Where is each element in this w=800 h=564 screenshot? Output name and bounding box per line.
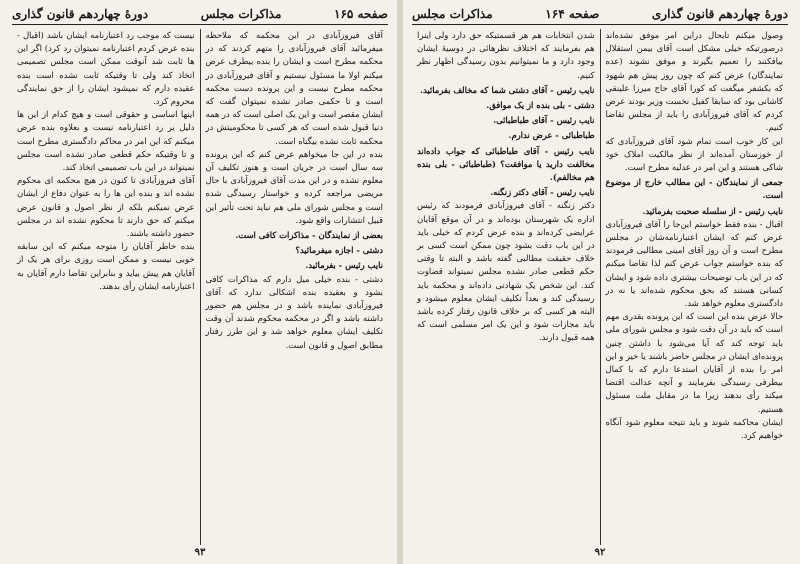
left-page-session: دورهٔ چهاردهم قانون گذاری [12,7,149,21]
paragraph: دکتر زنگنه - آقای فیروزآبادی فرمودند که رئیس اداره یک شهرستان بوده‌اند و در آن موقع آقایان عرایضی کرده‌اند و بنده عرض کردم که خیلی باید در این باب دقت بشود چون ممکن است کسی بر خلاف حقیقت مطالبی گفته باشد و البته تا وقتی حکم قطعی صادر نشده مجلس نمیتواند قضاوت کند. این شخص یک شهادتی داده‌اند و محکمه باید رسیدگی کند و بعداً تکلیف ایشان معلوم میشود و البته هر کسی که بر خلاف قانون رفتار کرده باشد باید مجازات شود و این یک امر مسلمی است که همه قبول دارند. [417,200,595,343]
column-divider [200,29,201,545]
left-page-label: صفحه ۱۶۵ [334,7,388,21]
column-divider [600,29,601,545]
left-page-title: مذاکرات مجلس [200,7,282,21]
paragraph: حالا عرض بنده این است که این پرونده بقدری مهم است که باید در آن دقت شود و مجلس شورای ملی باید توجه کند که آیا می‌شود با داشتن چنین پرونده‌ای ایشان در مجلس حاضر باشند یا خیر و این امر را بنده از آقایان استدعا دارم که با کمال بیطرفی رسیدگی بفرمایند و آنچه عدالت اقتضا میکند رأی بدهند زیرا ما در مقابل ملت مسئول هستیم. [605,311,783,414]
paragraph: وصول میکنم تابحال دراین امر موفق نشده‌اند درصورتیکه خیلی مشکل است آقای بیمن استقلال بیافکنند را تعمیم بگیرند و موفق نشوند (عده نمایندگان) عرض کنم که چون روز پیش هم شهود که بکشفر میگفت که کورا آقای حاج میرزا علینقی کاشانی بود که سابقا کفیل نخست وزیر بودند عرض کردم که آقای فیروزآبادی را باید از مجلس تقاضا کنیم. [605,30,783,133]
right-page-label: صفحه ۱۶۴ [545,7,600,21]
book-gutter [397,0,403,564]
right-page-number: ۹۲ [594,547,606,558]
left-page [4,4,396,560]
speaker-line: طباطبائی - عرض ندارم. [508,130,595,141]
left-page-left-column [12,29,200,545]
paragraph: آقای فیروزآبادی تا کنون در هیچ محکمه ای محکوم نشده اند و بنده این ها را به عنوان دفاع از ایشان عرض نمیکنم بلکه از نظر اصول و قانون عرض میکنم که حق دارند تا محکوم نشده اند در مجلس حضور داشته باشند. [17,175,195,239]
left-page-right-column [201,29,389,545]
paragraph: شدن انتخابات هم هر قسمتیکه حق دارد ولی اینرا هم بفرمایند که اختلاف نظرهائی در دوسیهٔ ایشان وجود دارد و ما نمیتوانیم بدون رسیدگی اظهار نظر کنیم. [417,30,595,80]
speaker-line: نایب رئیس - آقای طباطبائی که جواب داده‌اند مخالفت دارید یا موافقت؟ (طباطبائی - بلی بنده هم مخالفم). [417,145,595,183]
paragraph: اقبال - بنده فقط خواستم این‌جا را آقای فیروزآبادی عرض کنم که ایشان اعتبارنامه‌شان در مجلس مطرح است و آن روز آقای امینی مطالبی فرمودند که بنده خواستم جواب عرض کنم لذا تقاضا میکنم که در این باب توضیحات بیشتری داده شود و ایشان کسانی هستند که بحق محکوم شده‌اند یا نه در دادگستری معلوم خواهد شد. [605,218,783,309]
right-page-columns [412,29,788,545]
speaker-line: نایب رئیس - از سلسله صحبت بفرمائید. [642,205,783,216]
speaker-line: دشتی - بلی بنده از یک موافق. [486,100,595,111]
right-page-right-column [601,29,789,545]
paragraph: بنده خاطر آقایان را متوجه میکنم که این سابقه خوبی نیست و ممکن است روزی برای هر یک از آقایان هم پیش بیاید و بنابراین تقاضا دارم آقایان به اعتبارنامه ایشان رأی بدهند. [17,241,195,291]
speaker-line: دشتی - اجازه میفرمائید؟ [295,245,383,256]
speaker-line: نایب رئیس - آقای طباطبائی. [493,115,595,126]
paragraph: نیست که موجب رد اعتبارنامه ایشان باشد (اقبال - بنده عرض کردم اعتبارنامه نمیتوان رد کرد) اگر این ها ثابت شد آنوقت ممکن است مجلس تصمیمی اتخاذ کند ولی تا وقتیکه ثابت نشده است بنده عقیده دارم که نمیشود ایشان را از حق نمایندگی محروم کرد. [17,30,195,107]
right-page-left-column [412,29,600,545]
paragraph: دشتی - بنده خیلی میل دارم که مذاکرات کافی بشود و بعقیده بنده اشکالی ندارد که آقای فیروزآبادی نماینده باشد و در مجلس هم حضور داشته باشد و اگر در محکمه محکوم شدند آن وقت تکلیف ایشان معلوم خواهد شد و این طرز رفتار مطابق اصول و قانون است. [205,273,383,350]
paragraph: آقای فیروزآبادی در این محکمه که ملاحظه میفرمائید آقای فیروزآبادی را متهم کردند که در محکمه مطرح است و ایشان را بنده بیطرف عرض میکنم اولا ما مسئول نیستیم و آقای فیروزآبادی در محکمه مطرح نیست و این پرونده دست محکمه است و تا حکمی صادر نشده نمیتوان گفت که ایشان مقصر است و این یک اصلی است که در همه دنیا قبول شده است که هر کسی تا محکومیتش در محکمه ثابت نشده بیگناه است. [205,30,383,146]
speaker-line: نایب رئیس - بفرمائید. [305,260,383,271]
speaker-line: نایب رئیس - آقای دکتر زنگنه. [490,187,595,198]
left-page-number: ۹۳ [194,547,206,558]
speaker-line: بعضی از نمایندگان - مذاکرات کافی است. [235,230,383,241]
left-page-header [12,4,388,25]
paragraph: ایشان محاکمه شوند و باید نتیجه معلوم شود آنگاه خواهیم کرد. [605,416,783,441]
left-page-columns [12,29,388,545]
speaker-line: جمعی از نمایندگان - این مطالب خارج از موضوع است. [605,177,783,201]
paragraph: بنده در این جا میخواهم عرض کنم که این پرونده سه سال است در جریان است و هنوز تکلیف آن معلوم نشده و در این مدت آقای فیروزآبادی با حال مریضی مراجعه کرده و خواستار رسیدگی شده است و مجلس شورای ملی هم نباید تحت تأثیر این قبیل انتشارات واقع شود. [205,148,383,225]
right-page-session: دورهٔ چهاردهم قانون گذاری [651,7,788,21]
paragraph: این کار خوب است تمام شود آقای فیروزآبادی که از خوزستان آمده‌اند از نظر مالکیت املاک خود شاکی هستند و این امر در عدلیه مطرح است. [605,135,783,173]
right-page-title: مذاکرات مجلس [412,7,493,21]
speaker-line: نایب رئیس - آقای دشتی شما که مخالف بفرمائید. [420,84,595,95]
paragraph: اینها اساسی و حقوقی است و هیچ کدام از این ها دلیل بر رد اعتبارنامه نیست و بعلاوه بنده عرض میکنم که این امر در محاکم دادگستری مطرح است و تا وقتیکه حکم قطعی صادر نشده است مجلس نمیتواند در این باب تصمیمی اتخاذ کند. [17,109,195,173]
right-page-header [412,4,788,25]
right-page [404,4,796,560]
